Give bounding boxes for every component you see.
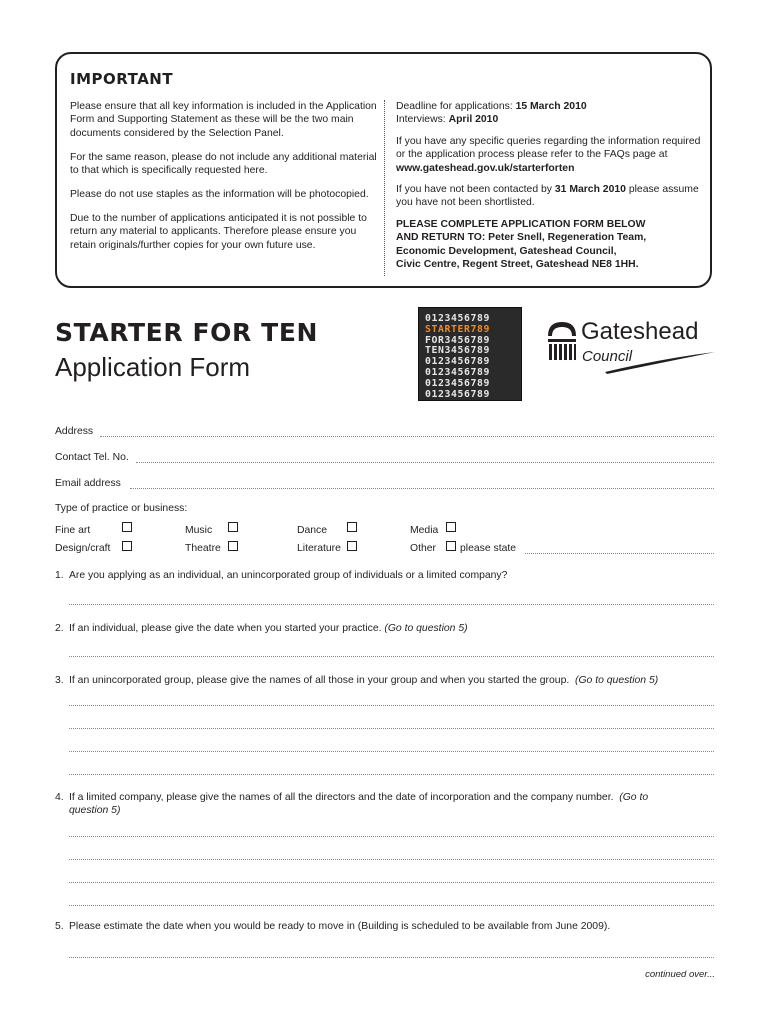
notice-paragraph: Please ensure that all key information is included in the Application Form and Supporting Statement as these will be the two main documents considered by the Selection Panel.	[70, 101, 377, 139]
logo-row: 0123456789	[425, 366, 490, 378]
starter-for-ten-logo	[418, 307, 522, 401]
faq-link[interactable]: www.gateshead.gov.uk/starterforten	[396, 162, 575, 174]
question-note: (Go to question 5)	[384, 623, 468, 634]
question-5	[55, 920, 717, 934]
answer-line[interactable]	[69, 836, 714, 837]
answer-line[interactable]	[69, 859, 714, 860]
question-text: If an unincorporated group, please give the names of all those in your group and when you started the group.	[69, 675, 570, 686]
answer-line[interactable]	[69, 905, 714, 906]
logo-row: 0123456789	[425, 313, 490, 324]
notice-paragraph: Due to the number of applications anticipated it is not possible to return any material to applicants. Therefore please ensure you retain originals/further copies for your own future use.	[70, 212, 367, 251]
answer-line[interactable]	[69, 751, 714, 752]
contact-tel-field[interactable]	[136, 462, 714, 463]
interviews-date: April 2010	[448, 114, 499, 126]
question-note-continued: question 5)	[69, 805, 121, 816]
logo-swoosh	[545, 318, 720, 378]
email-label: Email address	[55, 478, 121, 489]
continued-note: continued over...	[645, 969, 715, 980]
deadline-label: Deadline for applications:	[396, 101, 513, 112]
faq-info	[396, 135, 701, 175]
other-checkbox[interactable]	[446, 541, 456, 551]
question-text: Are you applying as an individual, an unincorporated group of individuals or a limited company?	[69, 570, 508, 581]
return-address	[396, 218, 701, 272]
question-note: (Go to question 5)	[575, 675, 659, 686]
gateshead-name: Gateshead	[581, 318, 699, 345]
page-subtitle: Application Form	[55, 352, 251, 382]
question-text-wrap	[69, 674, 658, 687]
return-line: Economic Development, Gateshead Council,	[396, 245, 617, 257]
council-name: Council	[582, 348, 633, 365]
faq-text: If you have any specific queries regarding the information required or the application process please refer to the FAQs page at	[396, 135, 701, 161]
theatre-label: Theatre	[185, 543, 221, 554]
literature-checkbox[interactable]	[347, 541, 357, 551]
answer-line[interactable]	[69, 957, 714, 958]
contact-date: 31 March 2010	[554, 184, 626, 196]
email-field[interactable]	[130, 488, 714, 489]
question-text: Please estimate the date when you would be ready to move in (Building is scheduled to be available from June 2009).	[69, 921, 611, 932]
answer-line[interactable]	[69, 656, 714, 657]
important-heading: IMPORTANT	[70, 70, 174, 88]
music-label: Music	[185, 525, 213, 536]
contact-tel-label: Contact Tel. No.	[55, 452, 129, 463]
design-craft-label: Design/craft	[55, 543, 111, 554]
please-state-field[interactable]	[525, 553, 714, 554]
theatre-checkbox[interactable]	[228, 541, 238, 551]
interviews-label: Interviews:	[396, 114, 446, 126]
music-checkbox[interactable]	[228, 522, 238, 532]
dance-label: Dance	[297, 525, 328, 536]
logo-row: 0123456789	[425, 388, 490, 400]
question-note: (Go to	[619, 792, 649, 803]
answer-line[interactable]	[69, 705, 714, 706]
notice-paragraph: For the same reason, please do not include any additional material to that which is specifically requested here.	[70, 151, 377, 177]
fine-art-checkbox[interactable]	[122, 522, 132, 532]
contact-post: please assume you have not been shortlisted.	[396, 184, 699, 209]
notice-right-column	[396, 100, 701, 279]
deadline-info	[396, 100, 701, 127]
logo-row: 0123456789	[425, 377, 490, 389]
fine-art-label: Fine art	[55, 525, 91, 536]
question-text: If a limited company, please give the names of all the directors and the date of incorporation and the company number.	[69, 792, 614, 803]
question-number: 4.	[55, 792, 64, 803]
address-field[interactable]	[100, 436, 714, 437]
other-label: Other	[410, 543, 436, 554]
page-title: STARTER FOR TEN	[55, 318, 319, 347]
address-label: Address	[55, 426, 94, 437]
question-number: 1.	[55, 570, 64, 581]
notice-left-column	[70, 100, 378, 263]
question-4	[55, 791, 717, 819]
return-line: AND RETURN TO: Peter Snell, Regeneration Team,	[396, 232, 647, 244]
logo-number-grid	[425, 314, 490, 400]
question-number: 5.	[55, 921, 64, 932]
media-label: Media	[410, 525, 439, 536]
question-1	[55, 569, 715, 583]
practice-type-label: Type of practice or business:	[55, 503, 188, 514]
question-2	[55, 622, 715, 636]
question-number: 3.	[55, 675, 64, 686]
question-text: If an individual, please give the date when you started your practice.	[69, 623, 382, 634]
logo-row: STARTER789	[425, 323, 490, 335]
return-line: PLEASE COMPLETE APPLICATION FORM BELOW	[396, 218, 646, 230]
logo-row: FOR3456789	[425, 334, 490, 346]
gateshead-council-logo	[545, 318, 720, 378]
question-text-wrap	[69, 622, 468, 635]
deadline-date: 15 March 2010	[515, 101, 587, 112]
question-number: 2.	[55, 623, 64, 634]
please-state-label: please state	[460, 543, 517, 554]
answer-line[interactable]	[69, 882, 714, 883]
question-text-wrap	[69, 791, 648, 804]
notice-paragraph: Please do not use staples as the information will be photocopied.	[70, 189, 369, 201]
logo-row: 0123456789	[425, 356, 490, 368]
question-3	[55, 674, 717, 688]
shortlist-info	[396, 183, 701, 210]
media-checkbox[interactable]	[446, 522, 456, 532]
answer-line[interactable]	[69, 728, 714, 729]
logo-row: TEN3456789	[425, 345, 490, 357]
return-line: Civic Centre, Regent Street, Gateshead NE8 1HH.	[396, 259, 639, 271]
notice-divider	[384, 100, 385, 276]
answer-line[interactable]	[69, 604, 714, 605]
contact-pre: If you have not been contacted by	[396, 184, 552, 196]
literature-label: Literature	[297, 543, 341, 554]
design-craft-checkbox[interactable]	[122, 541, 132, 551]
dance-checkbox[interactable]	[347, 522, 357, 532]
answer-line[interactable]	[69, 774, 714, 775]
